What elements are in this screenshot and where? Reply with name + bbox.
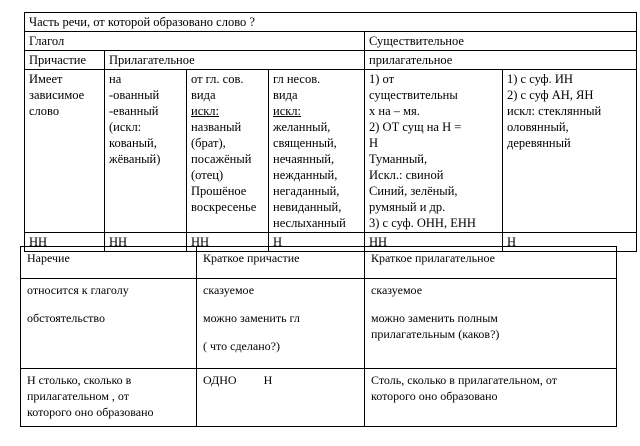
result-cell: НН (365, 233, 503, 252)
header-short-adjective: Краткое прилагательное (365, 247, 617, 279)
result-cell: НН (105, 233, 187, 252)
result-cell: Н (269, 233, 365, 252)
header-short-participle: Краткое причастие (197, 247, 365, 279)
adjective-sub-header: прилагательное (365, 51, 637, 70)
rule-cell-2: на -ованный -еванный (искл: кованый, жёваный) (105, 70, 187, 233)
rule-cell-5: 1) от существительны х на – мя. 2) ОТ сущ на Н = Н Туманный, Искл.: свиной Синий, зелёный, румяный и др. 3) с суф. ОНН, ЕНН (365, 70, 503, 233)
result-cell: Н (503, 233, 637, 252)
participle-function-cell: сказуемое можно заменить гл ( что сделано?) (197, 279, 365, 369)
adverb-function-cell: относится к глаголу обстоятельство (21, 279, 197, 369)
result-cell: НН (25, 233, 105, 252)
part-of-speech-table (24, 12, 637, 252)
rule-cell-4: гл несов. вида искл: желанный, священный, нечаянный, нежданный, негаданный, невиданный, неслыханный (269, 70, 365, 233)
result-cell: НН (187, 233, 269, 252)
rule-cell-6: 1) с суф. ИН 2) с суф АН, ЯН искл: стеклянный оловянный, деревянный (503, 70, 637, 233)
rule-cell-3: от гл. сов. вида искл: названый (брат), посажёный (отец) Прошёное воскресенье (187, 70, 269, 233)
noun-header: Существительное (365, 32, 637, 51)
participle-header: Причастие (25, 51, 105, 70)
header-adverb: Наречие (21, 247, 197, 279)
short-forms-table (20, 246, 617, 427)
participle-n-rule-cell: ОДНО Н (197, 369, 365, 427)
adjective-n-rule-cell: Столь, сколько в прилагательном, от которого оно образовано (365, 369, 617, 427)
adverb-n-rule-cell: Н столько, сколько в прилагательном , от которого оно образовано (21, 369, 197, 427)
rule-cell-1: Имеет зависимое слово (25, 70, 105, 233)
adjective-header: Прилагательное (105, 51, 365, 70)
verb-header: Глагол (25, 32, 365, 51)
adjective-function-cell: сказуемое можно заменить полным прилагательным (каков?) (365, 279, 617, 369)
table-title: Часть речи, от которой образовано слово ? (25, 13, 637, 32)
